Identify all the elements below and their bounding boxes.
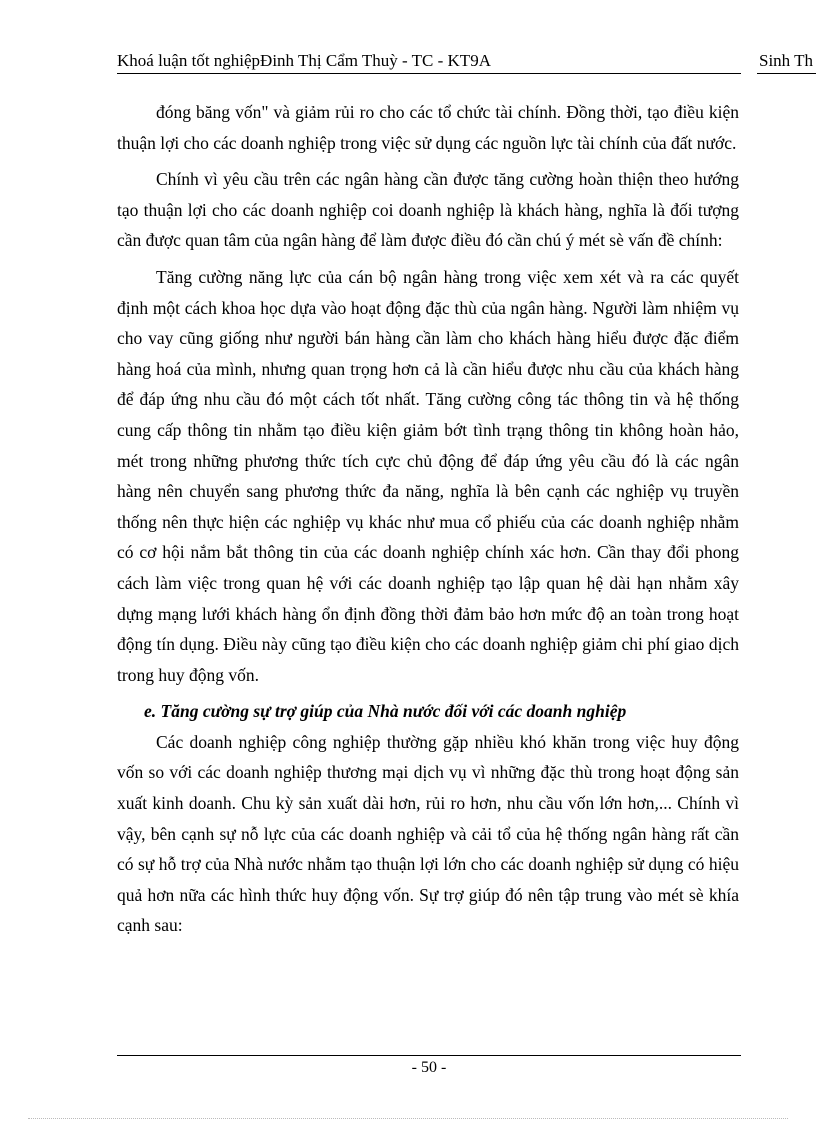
header-divider — [117, 73, 741, 74]
footer-divider — [117, 1055, 741, 1056]
header-divider-right — [757, 73, 816, 74]
paragraph-1: đóng băng vốn" và giảm rủi ro cho các tổ chức tài chính. Đồng thời, tạo điều kiện thuận lợi cho các doanh nghiệp trong việc sử dụng các nguồn lực tài chính của đất nước. — [117, 102, 739, 153]
page-number: - 50 - — [411, 1059, 447, 1076]
header-author-fragment: Sinh Th — [759, 51, 814, 70]
header-title: Khoá luận tốt nghiệpĐinh Thị Cẩm Thuỳ - TC - KT9A — [117, 51, 491, 70]
document-body — [117, 97, 739, 947]
section-heading: e. Tăng cường sự trợ giúp của Nhà nước đối với các doanh nghiệp — [144, 701, 627, 722]
paragraph-3: Tăng cường năng lực của cán bộ ngân hàng trong việc xem xét và ra các quyết định một cách khoa học dựa vào hoạt động đặc thù của ngân hàng. Người làm nhiệm vụ cho vay cũng giống như người bán hàng cần làm cho khách hàng hiểu được đặc điểm hàng hoá của mình, nhưng quan trọng hơn cả là cần hiểu được nhu cầu của khách hàng để đáp ứng nhu cầu đó một cách tốt nhất. Tăng cường công tác thông tin và hệ thống cung cấp thông tin nhằm tạo điều kiện giảm bớt tình trạng thông tin không hoàn hảo, mét trong những phương thức tích cực chủ động để đáp ứng yêu cầu đó là các ngân hàng nên chuyển sang phương thức đa năng, nghĩa là bên cạnh các nghiệp vụ truyền thống nên thực hiện các nghiệp vụ khác như mua cổ phiếu của các doanh nghiệp nhằm có cơ hội nắm bắt thông tin của các doanh nghiệp chính xác hơn. Cần thay đổi phong cách làm việc trong quan hệ với các doanh nghiệp tạo lập quan hệ dài hạn nhằm xây dựng mạng lưới khách hàng ổn định đồng thời đảm bảo hơn mức độ an toàn trong hoạt động tín dụng. Điều này cũng tạo điều kiện cho các doanh nghiệp giảm chi phí giao dịch trong huy động vốn. — [117, 266, 739, 685]
page-edge-dotted-line — [28, 1118, 788, 1119]
paragraph-2: Chính vì yêu cầu trên các ngân hàng cần được tăng cường hoàn thiện theo hướng tạo thuận lợi cho các doanh nghiệp coi doanh nghiệp là khách hàng, nghĩa là đối tượng cần được quan tâm của ngân hàng để làm được điều đó cần chú ý mét sè vấn đề chính: — [117, 169, 739, 251]
paragraph-4: Các doanh nghiệp công nghiệp thường gặp nhiều khó khăn trong việc huy động vốn so với các doanh nghiệp thương mại dịch vụ vì những đặc thù trong hoạt động sản xuất kinh doanh. Chu kỳ sản xuất dài hơn, rủi ro hơn, nhu cầu vốn lớn hơn,... Chính vì vậy, bên cạnh sự nỗ lực của các doanh nghiệp và cải tổ của hệ thống ngân hàng rất cần có sự hỗ trợ của Nhà nước nhằm tạo thuận lợi lớn cho các doanh nghiệp sử dụng có hiệu quả hơn nữa các hình thức huy động vốn. Sự trợ giúp đó nên tập trung vào mét sè khía cạnh sau: — [117, 731, 739, 936]
